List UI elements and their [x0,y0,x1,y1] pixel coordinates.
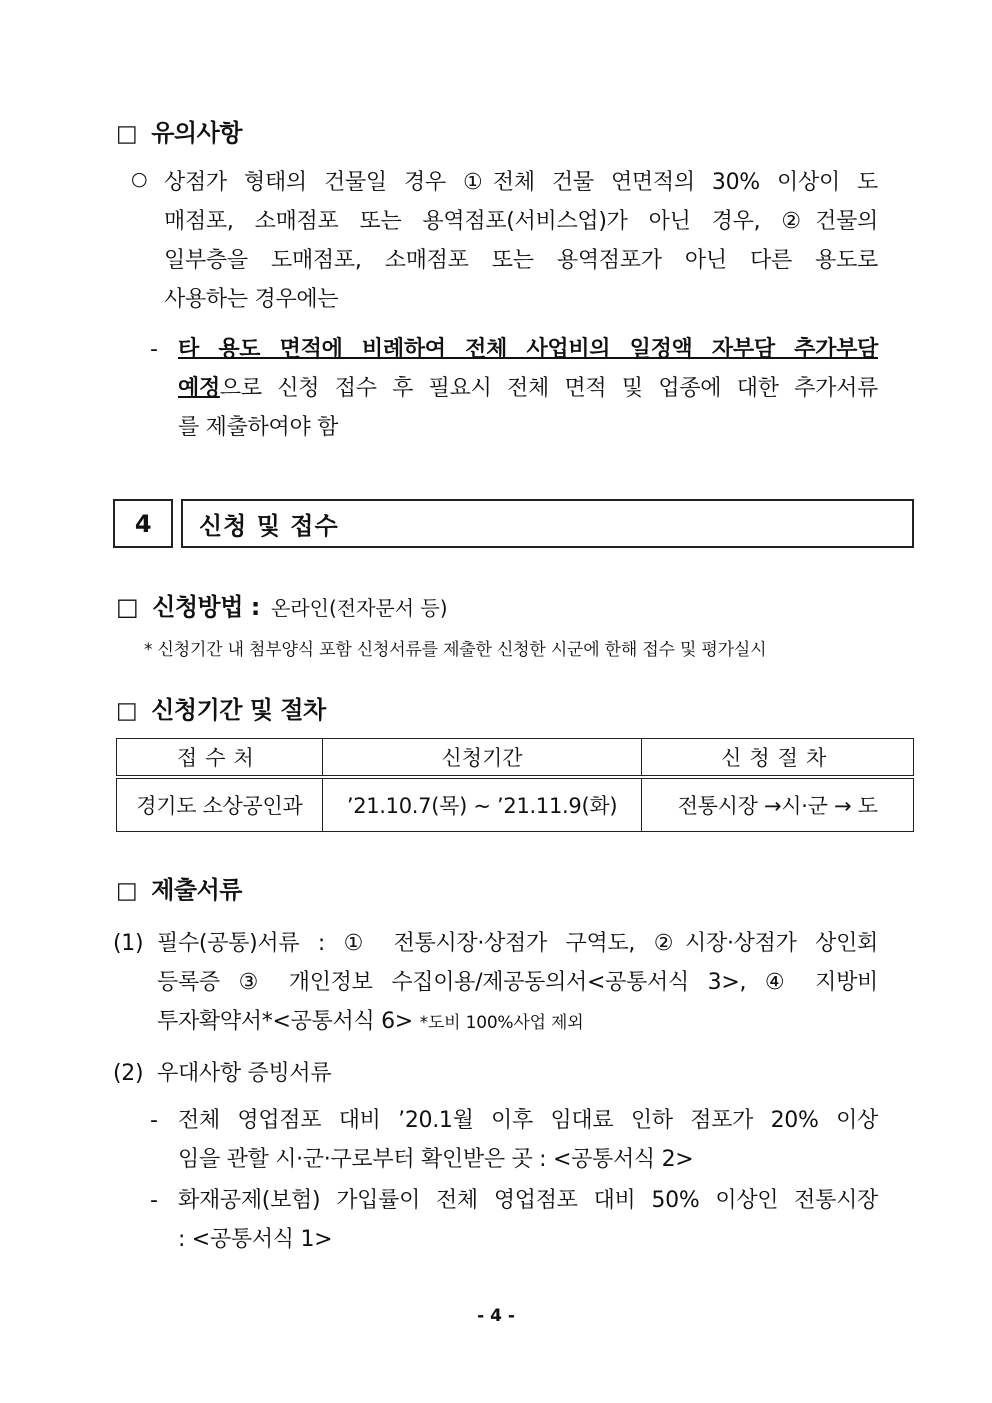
table-cell: ’21.10.7(목) ~ ’21.11.9(화) [322,777,642,832]
notes-dash-line [178,369,878,408]
docs-sub-line: 임을 관할 시·군·구로부터 확인받은 곳 : <공통서식 2> [178,1147,694,1172]
docs-item-1 [157,924,878,1043]
docs-sub-line: 화재공제(보험) 가입률이 전체 영업점포 대비 50% 이상인 전통시장 [178,1188,878,1213]
checkbox-square-icon: □ [116,593,139,621]
section-number-box [113,499,173,548]
section-title: 신청 및 접수 [199,512,339,540]
checkbox-square-icon: □ [116,698,138,724]
checkbox-square-icon: □ [116,878,138,904]
docs-sub-line: 전체 영업점포 대비 ’20.1월 이후 임대료 인하 점포가 20% 이상 [178,1108,878,1133]
notes-dash-line: 타 용도 면적에 비례하여 전체 사업비의 일정액 자부담 추가부담 [178,337,878,362]
table-header-cell: 신청절차 [642,739,914,778]
notes-heading [116,113,242,148]
period-heading [116,690,326,725]
table-cell: 전통시장 →시·군 → 도 [642,777,914,832]
notes-dash-line: 를 제출하여야 함 [178,415,339,440]
table-header-cell: 접수처 [117,739,323,778]
notes-heading-text: 유의사항 [151,119,242,147]
docs-item-line: 필수(공통)서류 : ① 전통시장·상점가 구역도, ②시장·상점가 상인회 [157,931,878,956]
notes-bullet [164,163,878,319]
table-row [117,777,914,832]
notes-dash-underlined: 예정 [178,376,220,401]
notes-bullet-line: 사용하는 경우에는 [164,287,339,312]
bullet-circle-icon: ○ [131,168,148,190]
docs-item-2-title: 우대사항 증빙서류 [157,1061,332,1086]
docs-item-number: (2) [113,1061,144,1086]
docs-sub-item [178,1181,878,1259]
method-label: 신청방법 : [152,593,260,621]
notes-bullet-line: 매점포, 소매점포 또는 용역점포(서비스업)가 아닌 경우, ②건물의 [164,209,878,234]
notes-bullet-line: 상점가 형태의 건물일 경우 ①전체 건물 연면적의 30% 이상이 도 [164,170,878,195]
docs-item-line-text: 투자확약서*<공통서식 6> [157,1009,413,1034]
page-number: - 4 - [477,1306,515,1326]
docs-item-line [157,1002,878,1043]
checkbox-square-icon: □ [116,121,138,147]
docs-item-number: (1) [113,931,144,956]
method-note: * 신청기간 내 첨부양식 포함 신청서류를 제출한 신청한 시군에 한해 접수 및 평가실시 [144,640,767,660]
table-header-cell: 신청기간 [322,739,642,778]
dash-icon: - [150,1108,158,1133]
schedule-table [116,738,914,832]
method-value: 온라인(전자문서 등) [270,596,448,620]
docs-item-line: 등록증 ③ 개인정보 수집이용/제공동의서<공통서식 3>, ④ 지방비 [157,970,878,995]
period-heading-text: 신청기간 및 절차 [151,696,326,724]
section-title-box [181,499,914,548]
docs-sub-item [178,1101,878,1179]
table-cell: 경기도 소상공인과 [117,777,323,832]
notes-dash-rest: 으로 신청 접수 후 필요시 전체 면적 및 업종에 대한 추가서류 [219,376,878,401]
method-row [116,587,448,622]
docs-heading [116,870,242,905]
section-number: 4 [134,509,152,538]
docs-sub-line: : <공통서식 1> [178,1227,333,1252]
dash-icon: - [150,1188,158,1213]
docs-heading-text: 제출서류 [151,876,242,904]
notes-dash-item [178,330,878,447]
dash-icon: - [150,337,158,362]
table-header-row [117,739,914,778]
docs-item-note: *도비 100%사업 제외 [419,1013,584,1033]
notes-bullet-line: 일부층을 도매점포, 소매점포 또는 용역점포가 아닌 다른 용도로 [164,248,878,273]
